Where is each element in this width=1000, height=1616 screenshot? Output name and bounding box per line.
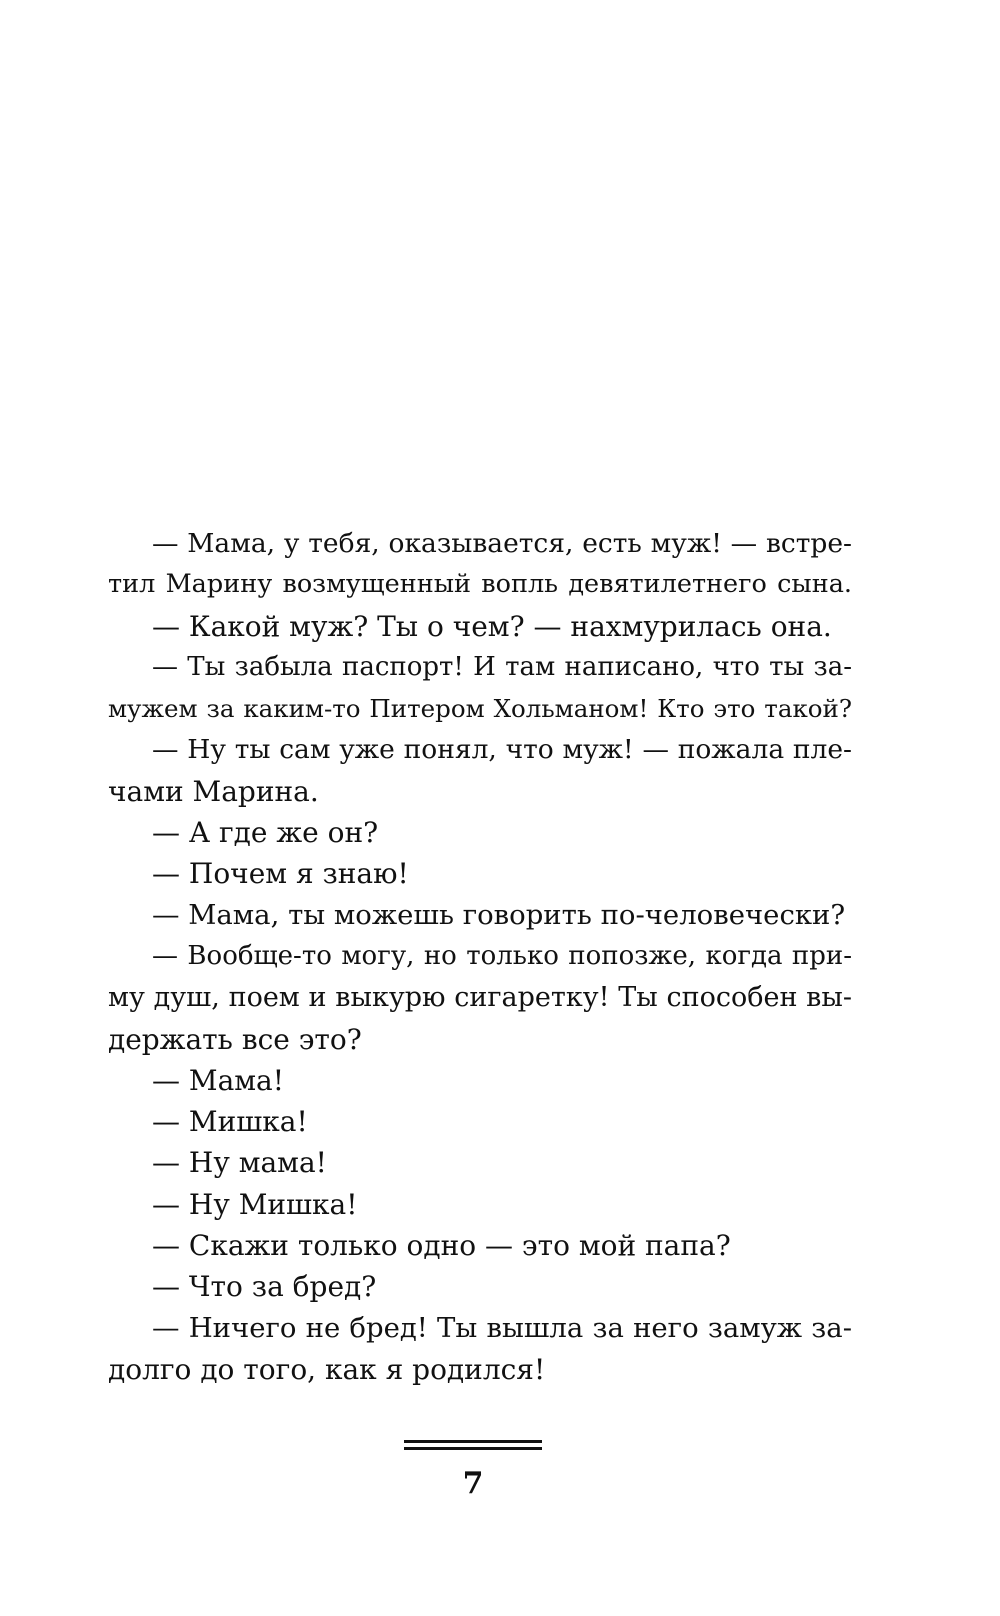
text-line: — Ну мама! bbox=[152, 1146, 327, 1180]
text-line: — Мама, у тебя, оказывается, есть муж! — встре- bbox=[152, 528, 852, 559]
text-line: — Ну ты сам уже понял, что муж! — пожала пле- bbox=[152, 734, 852, 766]
rule-line bbox=[404, 1447, 542, 1450]
text-line: — Скажи только одно — это мой папа? bbox=[152, 1229, 731, 1263]
text-line: мужем за каким-то Питером Хольманом! Кто это такой? bbox=[108, 694, 852, 724]
text-line: — Что за бред? bbox=[152, 1270, 377, 1304]
text-line: — Вообще-то могу, но только попозже, когда при- bbox=[152, 940, 852, 971]
text-line: — А где же он? bbox=[152, 816, 379, 850]
footer-double-rule bbox=[404, 1440, 542, 1454]
text-line: тил Марину возмущенный вопль девятилетнего сына. bbox=[108, 569, 852, 600]
text-line: — Какой муж? Ты о чем? — нахмурилась она. bbox=[152, 609, 832, 643]
rule-line bbox=[404, 1440, 542, 1443]
text-line: долго до того, как я родился! bbox=[108, 1352, 546, 1386]
body-text bbox=[108, 523, 852, 1390]
text-line: му душ, поем и выкурю сигаретку! Ты способен вы- bbox=[108, 982, 852, 1014]
text-line: — Ну Мишка! bbox=[152, 1187, 358, 1221]
text-line: — Мишка! bbox=[152, 1105, 308, 1139]
page-number: 7 bbox=[462, 1466, 484, 1501]
text-line: чами Марина. bbox=[108, 774, 319, 808]
text-line: — Почем я знаю! bbox=[152, 857, 409, 891]
text-line: — Ты забыла паспорт! И там написано, что ты за- bbox=[152, 651, 852, 682]
text-line: — Мама! bbox=[152, 1063, 284, 1097]
text-line: — Мама, ты можешь говорить по-человечески? bbox=[152, 898, 846, 931]
text-line: держать все это? bbox=[108, 1022, 362, 1056]
text-line: — Ничего не бред! Ты вышла за него замуж за- bbox=[152, 1311, 852, 1344]
